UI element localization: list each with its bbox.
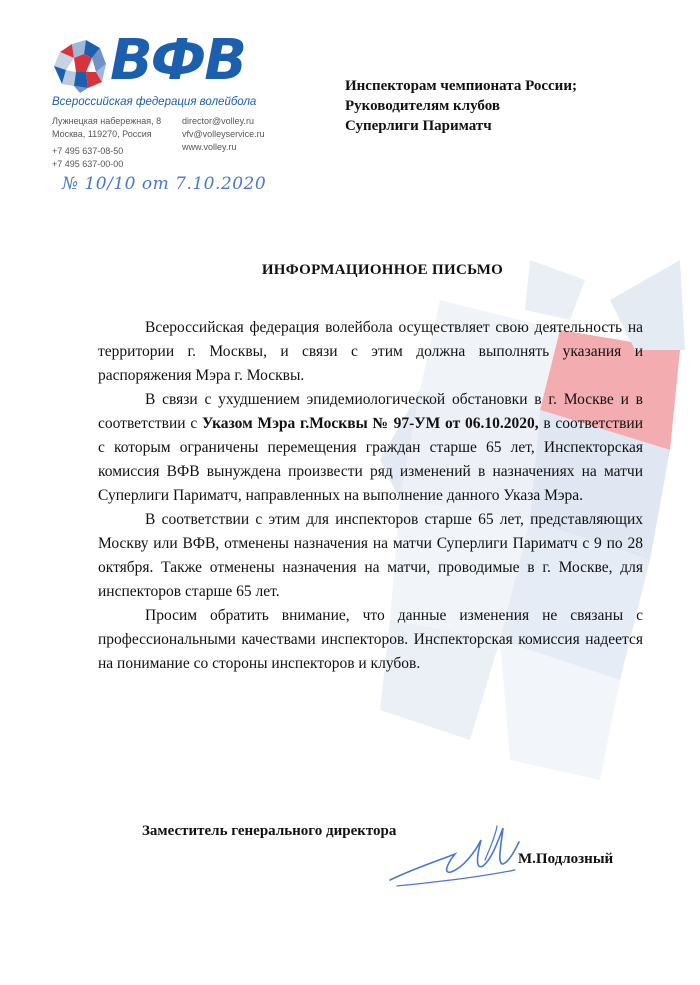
paragraph-1: Всероссийская федерация волейбола осуществляет свою деятельность на территории г. Москвы, и связи с этим должна выполнять указания и распоряжения Мэра г. Москвы.: [98, 319, 643, 384]
address-line: Лужнецкая набережная, 8: [52, 116, 162, 126]
paragraph-2-end: в соответствии с которым ограничены перемещения граждан старше 65 лет, Инспекторская комиссия ВФВ вынуждена произвести ряд изменений в назначениях на матчи Суперлиги Париматч, направленных на выполнение данного Указа Мэра.: [98, 415, 643, 504]
email-line[interactable]: director@volley.ru: [182, 116, 254, 126]
recipient-line: Руководителям клубов: [345, 98, 500, 114]
paragraph-3: В соответствии с этим для инспекторов старше 65 лет, представляющих Москву или ВФВ, отменены назначения на матчи Суперлиги Париматч с 9 по 28 октября. Также отменены назначения на матчи, проводимые в г. Москве, для инспекторов старше 65 лет.: [98, 511, 643, 600]
email-line[interactable]: vfv@volleyservice.ru: [182, 129, 265, 139]
organization-name: Всероссийская федерация волейбола: [52, 96, 257, 108]
address-line: Москва, 119270, Россия: [52, 129, 152, 139]
document-number: № 10/10 от 7.10.2020: [62, 174, 267, 194]
phone-line: +7 495 637-00-00: [52, 159, 124, 169]
vfv-logo-text: ВФВ: [110, 28, 245, 93]
signer-position: Заместитель генерального директора: [142, 823, 397, 839]
paragraph-2-start: В связи с ухудшением эпидемиологической обстановки в г. Москве и в соответствии с: [98, 391, 643, 432]
recipients-block: [345, 76, 577, 136]
document-title: ИНФОРМАЦИОННОЕ ПИСЬМО: [261, 262, 504, 278]
decree-reference: Указом Мэра г.Москвы № 97-УМ от 06.10.2020,: [201, 415, 539, 432]
letter-body: [98, 316, 643, 676]
recipient-line: Суперлиги Париматч: [345, 118, 492, 134]
phone-line: +7 495 637-08-50: [52, 146, 124, 156]
paragraph-4: Просим обратить внимание, что данные изменения не связаны с профессиональными качествами инспекторов. Инспекторская комиссия надеется на понимание со стороны инспекторов и клубов.: [98, 607, 643, 672]
contact-web: [182, 115, 265, 154]
contact-phones: [52, 145, 123, 171]
recipient-line: Инспекторам чемпионата России;: [345, 78, 577, 94]
contact-address: [52, 115, 161, 141]
website-line[interactable]: www.volley.ru: [182, 142, 237, 152]
paragraph-2: [98, 388, 643, 508]
signer-name: М.Подлозный: [518, 851, 614, 867]
vfv-logo-mark: [52, 38, 108, 94]
